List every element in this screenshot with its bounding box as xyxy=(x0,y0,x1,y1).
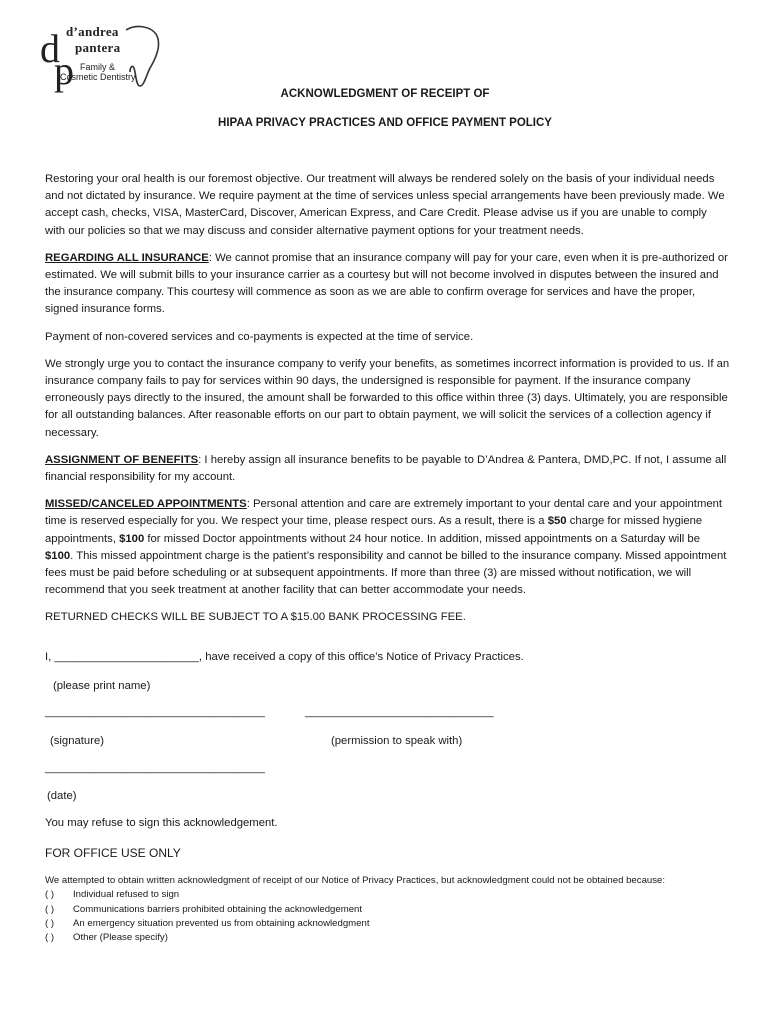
checkbox[interactable]: ( ) xyxy=(45,903,55,915)
list-item xyxy=(45,903,705,917)
received-copy-line[interactable]: I, _______________________, have received a copy of this office’s Notice of Privacy Practices. xyxy=(45,651,524,663)
missed-heading: MISSED/CANCELED APPOINTMENTS xyxy=(45,498,247,511)
missed-text-a: : Personal attention and care are extremely important to your dental care and your appointment time is reserved especially for you. We respect your time, please respect ours. As a result, there is a xyxy=(45,498,723,528)
practice-logo xyxy=(38,24,168,96)
missed-fee-saturday: $100 xyxy=(45,549,71,562)
verify-paragraph: We strongly urge you to contact the insurance company to verify your benefits, as sometimes incorrect information is provided to us. If an insurance company fails to pay for services within 90 days, the undersigned is responsible for payment. If the insurance company erroneously pays directly to the insured, the amount shall be forwarded to this office within three (3) days. Ultimately, you are responsible for all outstanding balances. After reasonable efforts on our part to obtain payment, we will solicit the services of a collection agency if necessary. xyxy=(45,357,730,439)
missed-text-e: . This missed appointment charge is the patient’s responsibility and cannot be billed to the insurance company. Missed appointment fees must be paid before scheduling or at subsequent appointments. If more than three (3) are missed without notification, we will recommend that you seek treatment at another facility that can better accommodate your needs. xyxy=(45,549,727,597)
checkbox[interactable]: ( ) xyxy=(45,932,55,944)
svg-text:d: d xyxy=(40,26,60,71)
benefits-heading: ASSIGNMENT OF BENEFITS xyxy=(45,453,199,466)
logo-name-line2: pantera xyxy=(75,40,121,55)
office-use-heading: FOR OFFICE USE ONLY xyxy=(45,846,181,860)
insurance-paragraph xyxy=(45,250,730,319)
signature-field[interactable]: ___________________________________ xyxy=(45,706,265,718)
benefits-text: : I hereby assign all insurance benefits to be payable to D’Andrea & Pantera, DMD,PC. If not, I assume all financial responsibility for my account. xyxy=(45,453,727,484)
document-title: ACKNOWLEDGMENT OF RECEIPT OF xyxy=(280,88,490,100)
payment-paragraph: Payment of non-covered services and co-payments is expected at the time of service. xyxy=(45,330,474,343)
list-item-label: An emergency situation prevented us from obtaining acknowledgment xyxy=(73,917,370,929)
list-item xyxy=(45,917,705,931)
policy-body xyxy=(45,171,730,637)
checkbox[interactable]: ( ) xyxy=(45,917,55,929)
insurance-text: : We cannot promise that an insurance company will pay for your care, even when it is pre-authorized or estimated. We will submit bills to your insurance carrier as a courtesy but will not become involved in disputes between the insured and the insurance company. This courtesy will commence as soon as we are able to confirm overage for services and have the proper, signed insurance forms. xyxy=(45,251,728,316)
returned-checks-paragraph: RETURNED CHECKS WILL BE SUBJECT TO A $15.00 BANK PROCESSING FEE. xyxy=(45,611,466,624)
checkbox[interactable]: ( ) xyxy=(45,889,55,901)
logo-tagline-1: Family & xyxy=(80,62,116,72)
list-item xyxy=(45,888,705,902)
list-item xyxy=(45,931,705,945)
list-item-label: Individual refused to sign xyxy=(73,889,180,901)
missed-fee-hygiene: $50 xyxy=(547,515,567,528)
refuse-note: You may refuse to sign this acknowledgement. xyxy=(45,817,278,829)
office-use-section xyxy=(45,874,705,945)
print-name-label: (please print name) xyxy=(53,680,151,692)
date-field[interactable]: ___________________________________ xyxy=(45,762,265,774)
list-item-label: Communications barriers prohibited obtaining the acknowledgement xyxy=(73,903,363,915)
missed-text-c: charge for missed hygiene appointments, xyxy=(45,515,703,545)
logo-name-line1: d’andrea xyxy=(66,24,119,39)
benefits-paragraph xyxy=(45,452,730,486)
date-label: (date) xyxy=(47,790,77,802)
missed-fee-doctor: $100 xyxy=(119,532,145,545)
svg-text:p: p xyxy=(54,48,74,93)
signature-label: (signature) xyxy=(50,735,104,747)
permission-field[interactable]: ______________________________ xyxy=(305,706,494,718)
document-subtitle: HIPAA PRIVACY PRACTICES AND OFFICE PAYMENT POLICY xyxy=(218,117,552,129)
logo-tagline-2: Cosmetic Dentistry xyxy=(60,72,136,82)
permission-label: (permission to speak with) xyxy=(331,735,463,747)
office-use-intro: We attempted to obtain written acknowledgment of receipt of our Notice of Privacy Practices, but acknowledgment could not be obtained because: xyxy=(45,875,666,886)
intro-paragraph: Restoring your oral health is our foremost objective. Our treatment will always be rendered solely on the basis of your individual needs and not dictated by insurance. We require payment at the time of services unless special arrangements have been previously made. We accept cash, checks, VISA, MasterCard, Discover, American Express, and Care Credit. Please advise us if you are unable to comply with our policies so that we may discuss and consider alternative payment options for your treatment needs. xyxy=(45,173,725,237)
missed-paragraph xyxy=(45,496,730,599)
insurance-heading: REGARDING ALL INSURANCE xyxy=(45,251,209,264)
missed-text-d: for missed Doctor appointments without 24 hour notice. In addition, missed appointments on a Saturday will be xyxy=(144,532,700,545)
list-item-label: Other (Please specify) xyxy=(73,932,168,944)
